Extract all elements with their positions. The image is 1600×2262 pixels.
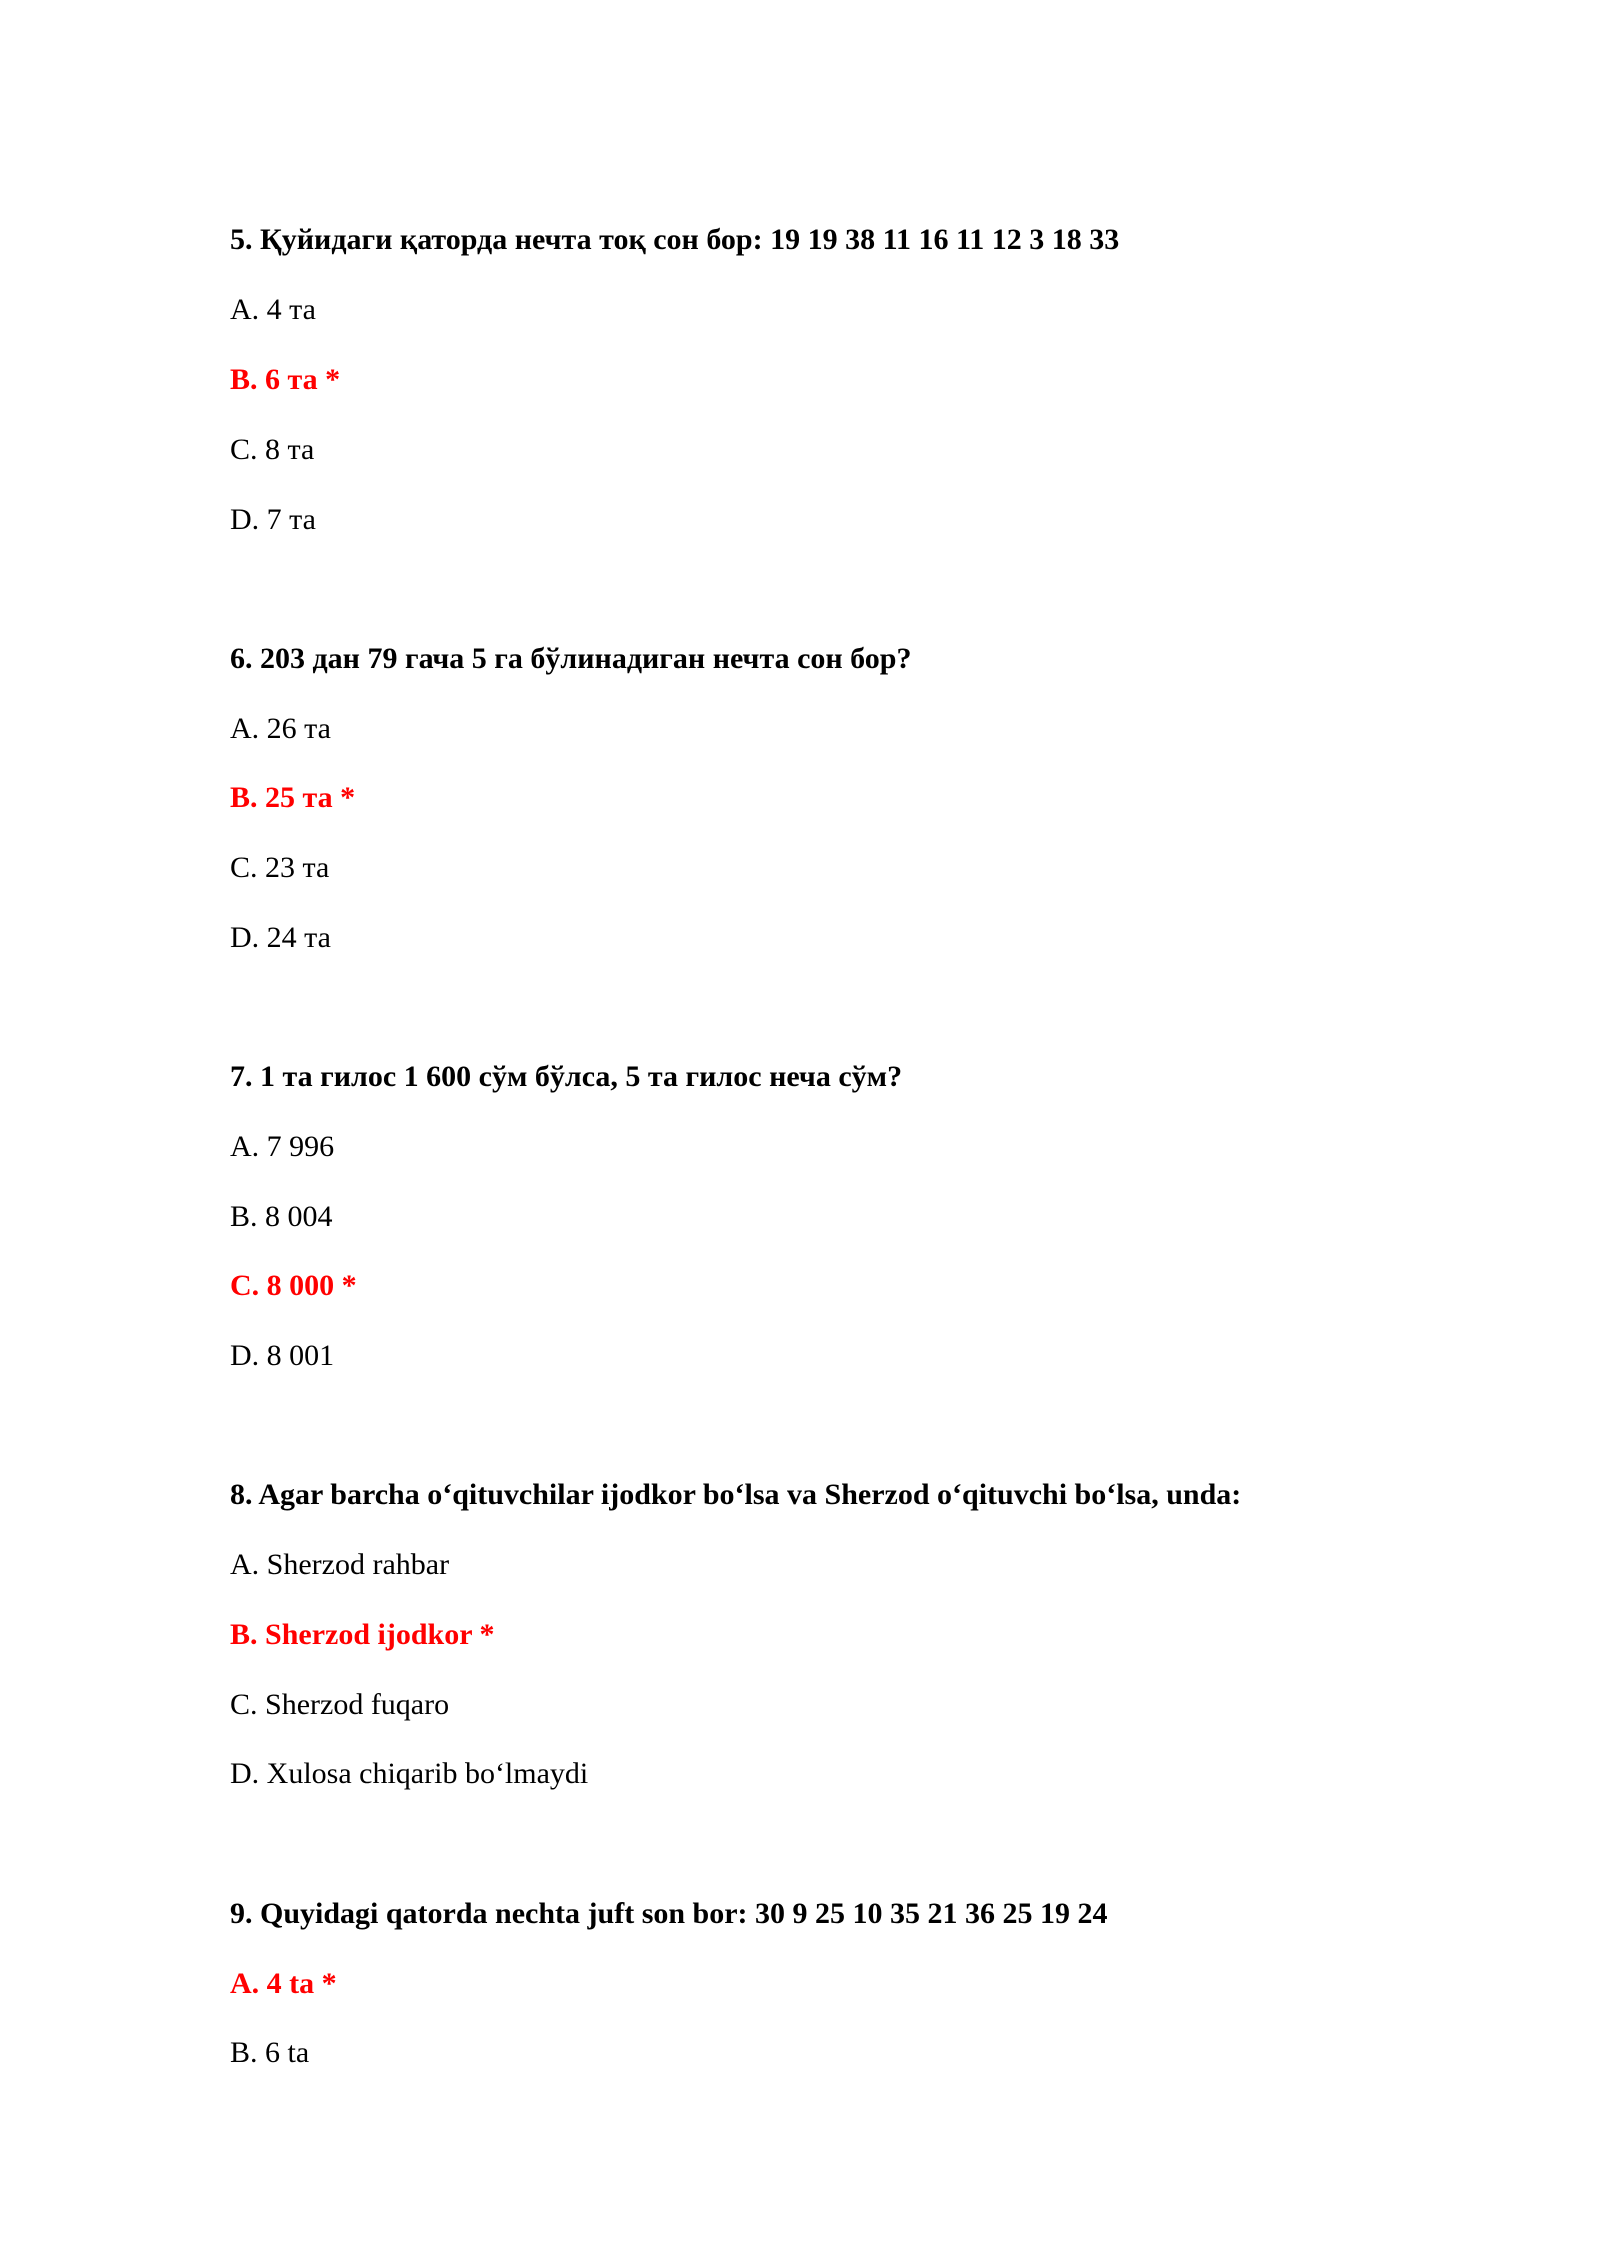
question-8-option-a: A. Sherzod rahbar (230, 1548, 450, 1581)
question-6-option-a: A. 26 та (230, 712, 331, 745)
question-7-option-b: B. 8 004 (230, 1200, 333, 1233)
question-8-option-c: C. Sherzod fuqaro (230, 1688, 450, 1721)
question-8-text: 8. Agar barcha o‘qituvchilar ijodkor bo‘lsa va Sherzod o‘qituvchi bo‘lsa, unda: (230, 1478, 1242, 1511)
question-5-option-a: A. 4 та (230, 293, 316, 326)
question-5-text: 5. Қуйидаги қаторда нечта тоқ сон бор: 19 19 38 11 16 11 12 3 18 33 (230, 223, 1120, 256)
question-6-option-b-correct: B. 25 та * (230, 781, 356, 814)
question-5-option-c: C. 8 та (230, 433, 315, 466)
question-7-text: 7. 1 та гилос 1 600 сўм бўлса, 5 та гилос неча сўм? (230, 1060, 903, 1093)
question-5-option-d: D. 7 та (230, 503, 316, 536)
question-9-option-a-correct: A. 4 ta * (230, 1967, 337, 2000)
question-9-text: 9. Quyidagi qatorda nechta juft son bor: 30 9 25 10 35 21 36 25 19 24 (230, 1897, 1108, 1930)
question-6-option-c: C. 23 та (230, 851, 330, 884)
question-9-option-b: B. 6 ta (230, 2036, 310, 2069)
question-6-option-d: D. 24 та (230, 921, 331, 954)
question-6-text: 6. 203 дан 79 гача 5 га бўлинадиган нечта сон бор? (230, 642, 912, 675)
question-7-option-a: A. 7 996 (230, 1130, 335, 1163)
question-8-option-d: D. Xulosa chiqarib bo‘lmaydi (230, 1757, 589, 1790)
question-7-option-d: D. 8 001 (230, 1339, 335, 1372)
question-5-option-b-correct: B. 6 та * (230, 363, 341, 396)
question-8-option-b-correct: B. Sherzod ijodkor * (230, 1618, 495, 1651)
question-7-option-c-correct: C. 8 000 * (230, 1269, 357, 1302)
